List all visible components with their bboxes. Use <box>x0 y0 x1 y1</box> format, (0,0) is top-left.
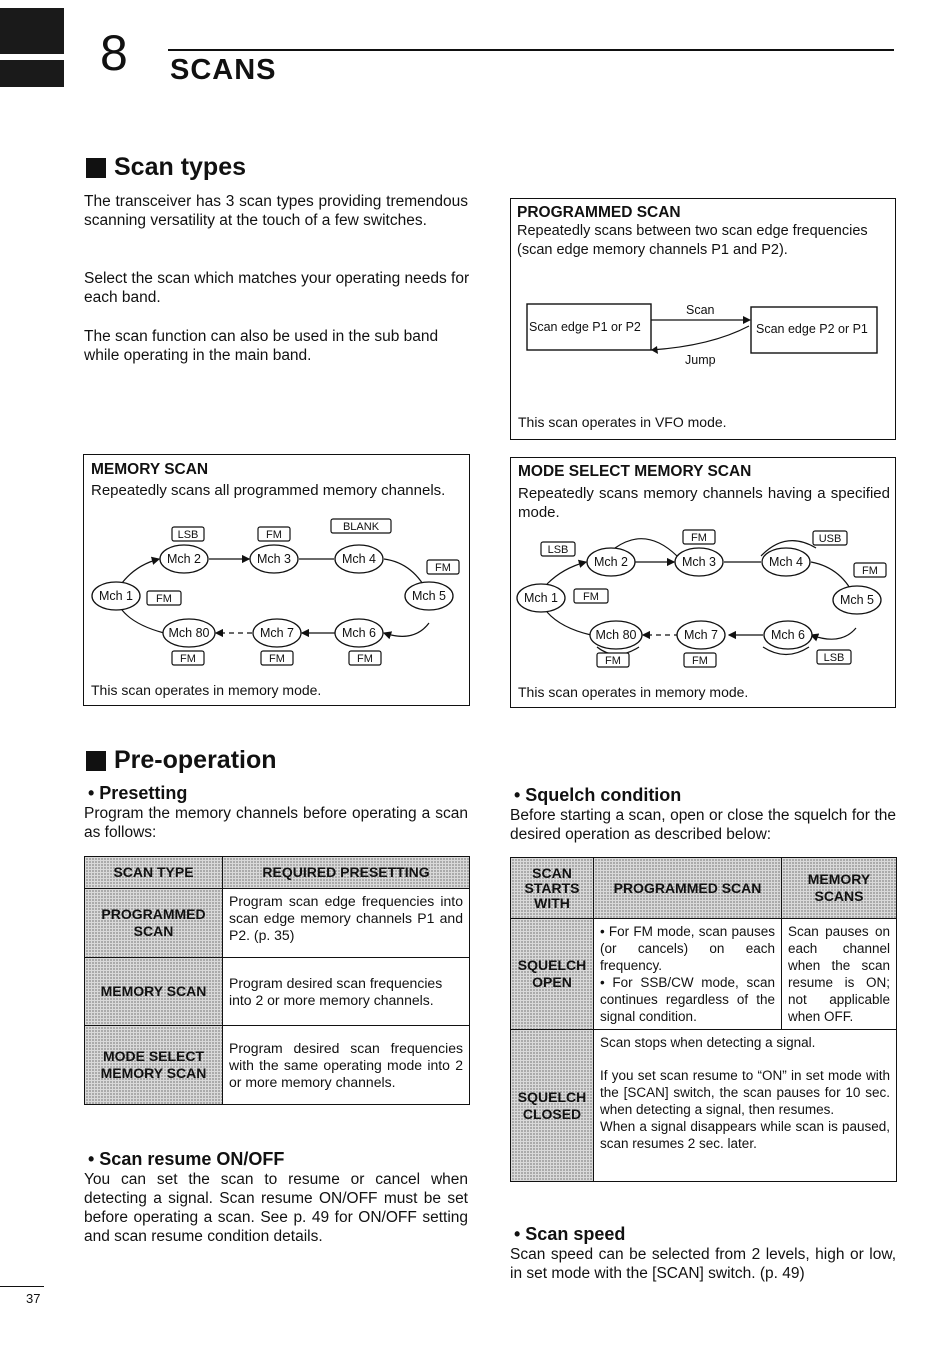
page-rule <box>0 1286 44 1287</box>
mch-6-label: Mch 6 <box>341 626 377 640</box>
tag-lsb: LSB <box>823 652 845 664</box>
mode-select-scan-title: MODE SELECT MEMORY SCAN <box>518 463 752 480</box>
col-header-programmed-scan: PROGRAMMED SCAN <box>594 858 782 919</box>
scan-types-para-3: The scan function can also be used in the sub band while operating in the main band. <box>84 328 439 364</box>
heading-square-icon <box>86 751 106 771</box>
mch-80-label: Mch 80 <box>595 628 637 642</box>
programmed-scan-title: PROGRAMMED SCAN <box>517 204 681 221</box>
page-number: 37 <box>26 1291 41 1306</box>
col-header-scan-type: SCAN TYPE <box>85 857 223 889</box>
edge-left-label: Scan edge P1 or P2 <box>529 320 641 334</box>
col-header-scan-starts-with: SCAN STARTS WITH <box>511 858 594 919</box>
mch-1-label: Mch 1 <box>98 589 134 603</box>
squelch-heading: • Squelch condition <box>514 785 682 805</box>
squelch-closed-label: SQUELCH CLOSED <box>511 1030 594 1182</box>
chapter-number: 8 <box>100 25 128 81</box>
row-type: MEMORY SCAN <box>85 958 223 1026</box>
mch-3-label: Mch 3 <box>256 552 292 566</box>
mch-4-label: Mch 4 <box>341 552 377 566</box>
scan-speed-heading: • Scan speed <box>514 1224 626 1244</box>
col-header-memory-scans: MEMORY SCANS <box>782 858 897 919</box>
tag-fm: FM <box>266 529 282 541</box>
scan-types-para-2: Select the scan which matches your operating needs for each band. <box>84 270 470 306</box>
memory-scan-desc: Repeatedly scans all programmed memory channels. <box>91 482 446 499</box>
chapter-rule <box>168 49 894 51</box>
scan-resume-heading: • Scan resume ON/OFF <box>88 1149 285 1169</box>
mch-2-label: Mch 2 <box>166 552 202 566</box>
pre-operation-heading: Pre-operation <box>86 748 277 773</box>
scan-resume-text: You can set the scan to resume or cancel when detecting a signal. Scan resume ON/OFF must be set before operating a scan. See p. 49 for ON/OFF setting and scan resume condition details. <box>84 1171 468 1245</box>
presetting-text: Program the memory channels before operating a scan as follows: <box>84 805 468 841</box>
scan-types-para-1: The transceiver has 3 scan types providing tremendous scanning versatility at the touch of a few switches. <box>84 193 468 229</box>
tag-fm: FM <box>605 655 621 667</box>
table-row <box>85 958 470 1026</box>
mode-select-scan-desc: Repeatedly scans memory channels having a specified mode. <box>518 485 890 521</box>
memory-scan-title: MEMORY SCAN <box>91 461 209 478</box>
programmed-scan-box <box>510 198 896 440</box>
tag-lsb: LSB <box>547 544 569 556</box>
row-type: MODE SELECT MEMORY SCAN <box>85 1026 223 1105</box>
mch-5-label: Mch 5 <box>839 593 875 607</box>
scan-types-heading: Scan types <box>86 155 246 180</box>
scan-arrow-label: Scan <box>686 303 715 317</box>
tag-fm: FM <box>691 532 707 544</box>
tag-fm: FM <box>692 655 708 667</box>
memory-scan-note: This scan operates in memory mode. <box>91 682 322 698</box>
mch-7-label: Mch 7 <box>683 628 719 642</box>
heading-square-icon <box>86 158 106 178</box>
mode-select-scan-diagram <box>511 522 895 674</box>
tag-fm: FM <box>583 591 599 603</box>
mch-5-label: Mch 5 <box>411 589 447 603</box>
mch-7-label: Mch 7 <box>259 626 295 640</box>
row-presetting: Program scan edge frequencies into scan edge memory channels P1 and P2. (p. 35) <box>223 889 470 958</box>
squelch-text: Before starting a scan, open or close the squelch for the desired operation as described below: <box>510 807 896 843</box>
presetting-table <box>84 856 470 1105</box>
table-row <box>511 919 897 1030</box>
edge-right-label: Scan edge P2 or P1 <box>756 322 868 336</box>
mch-80-label: Mch 80 <box>168 626 210 640</box>
row-presetting: Program desired scan frequencies with the same operating mode into 2 or more memory channels. <box>223 1026 470 1105</box>
memory-scan-diagram <box>84 515 469 670</box>
squelch-open-memory: Scan pauses on each channel when the scan resume is ON; not applicable when OFF. <box>782 919 897 1030</box>
scan-speed-text: Scan speed can be selected from 2 levels, high or low, in set mode with the [SCAN] switch. (p. 49) <box>510 1246 896 1282</box>
tag-fm: FM <box>435 562 451 574</box>
chapter-tab <box>0 8 64 87</box>
row-presetting: Program desired scan frequencies into 2 or more memory channels. <box>223 958 470 1026</box>
squelch-open-label: SQUELCH OPEN <box>511 919 594 1030</box>
programmed-scan-note: This scan operates in VFO mode. <box>518 414 727 430</box>
tag-usb: USB <box>818 533 842 545</box>
tag-lsb: LSB <box>177 529 199 541</box>
row-type: PROGRAMMED SCAN <box>85 889 223 958</box>
col-header-required-presetting: REQUIRED PRESETTING <box>223 857 470 889</box>
mch-6-label: Mch 6 <box>770 628 806 642</box>
tag-fm: FM <box>269 653 285 665</box>
tag-blank: BLANK <box>342 521 380 533</box>
tag-fm: FM <box>862 565 878 577</box>
squelch-table <box>510 857 897 1182</box>
squelch-open-programmed: • For FM mode, scan pauses (or cancels) on each frequency. • For SSB/CW mode, scan continues regardless of the signal condition. <box>594 919 782 1030</box>
mode-select-scan-box <box>510 457 896 708</box>
squelch-closed-desc: Scan stops when detecting a signal. If you set scan resume to “ON” in set mode with the [SCAN] switch, the scan pauses for 10 sec. when detecting a signal, then resumes. When a signal disappears while scan is paused, scan resumes 2 sec. later. <box>594 1030 897 1182</box>
tag-fm: FM <box>180 653 196 665</box>
tag-fm: FM <box>156 593 172 605</box>
table-row <box>85 1026 470 1105</box>
chapter-title: SCANS <box>170 54 277 86</box>
mode-select-scan-note: This scan operates in memory mode. <box>518 684 749 700</box>
memory-scan-box <box>83 454 470 706</box>
jump-arrow-label: Jump <box>685 353 716 367</box>
table-row <box>511 1030 897 1182</box>
presetting-heading: • Presetting <box>88 783 188 803</box>
tag-fm: FM <box>357 653 373 665</box>
mch-2-label: Mch 2 <box>593 555 629 569</box>
mch-4-label: Mch 4 <box>768 555 804 569</box>
programmed-scan-desc: Repeatedly scans between two scan edge frequencies (scan edge memory channels P1 and P2). <box>517 223 868 258</box>
mch-3-label: Mch 3 <box>681 555 717 569</box>
table-row <box>85 889 470 958</box>
mch-1-label: Mch 1 <box>523 591 559 605</box>
